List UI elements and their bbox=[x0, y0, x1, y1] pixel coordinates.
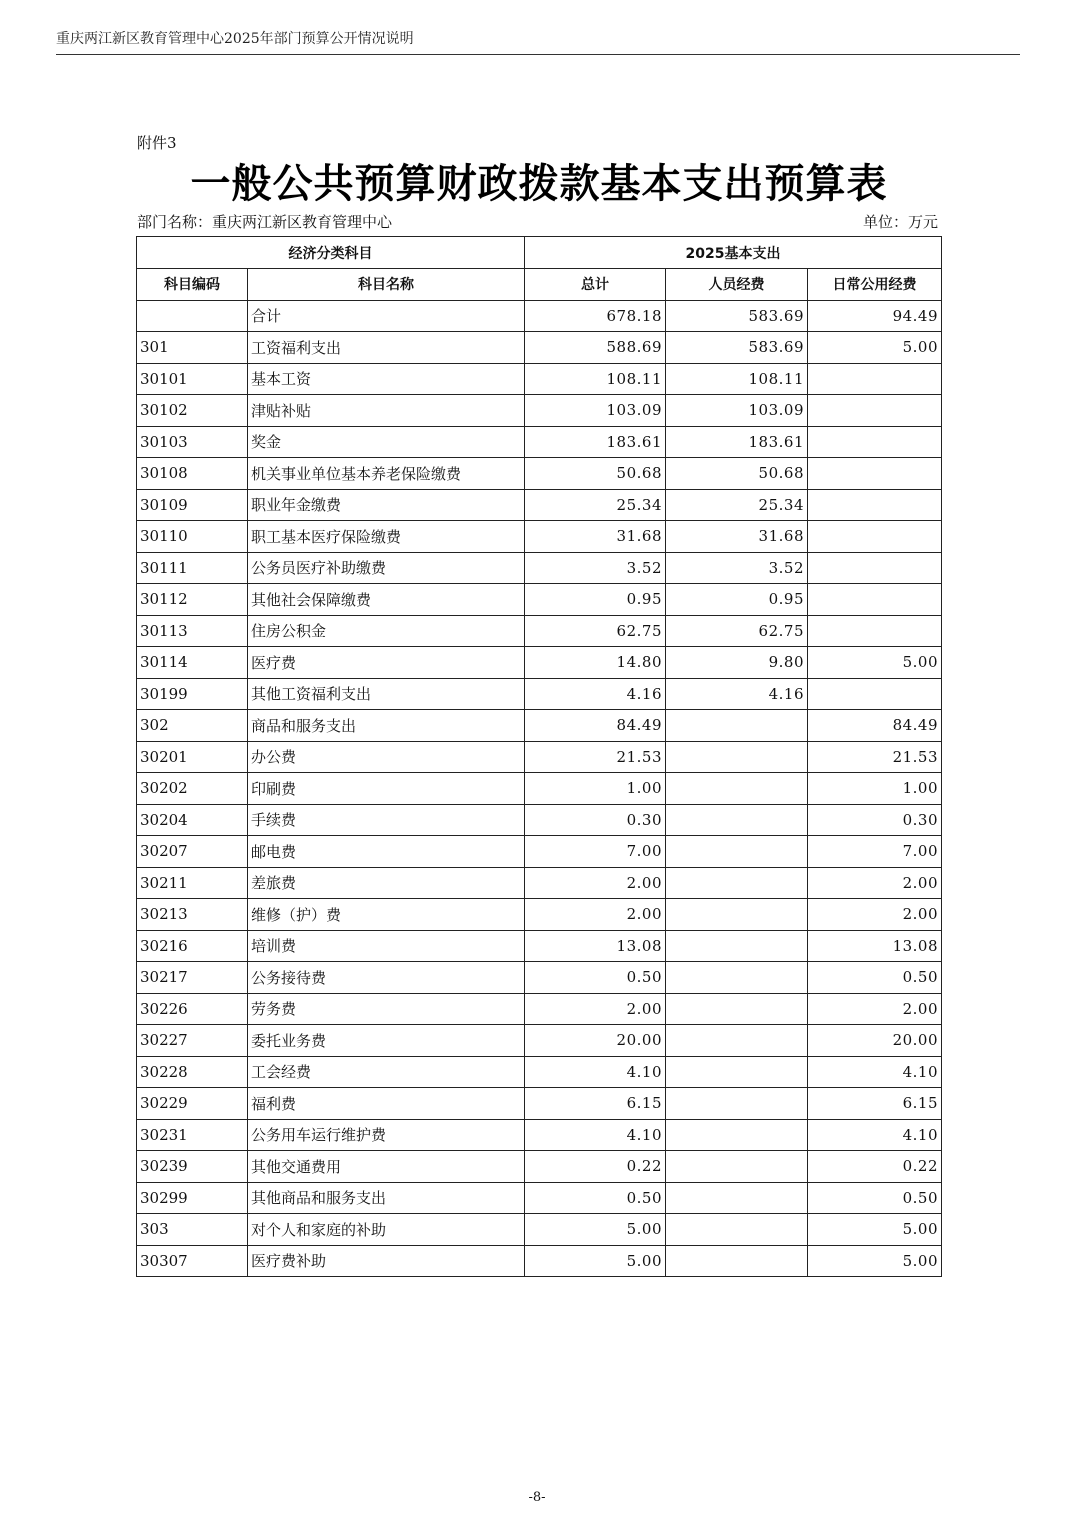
cell-code: 30211 bbox=[137, 867, 248, 899]
cell-personnel bbox=[666, 1056, 808, 1088]
cell-public: 5.00 bbox=[808, 1245, 942, 1277]
cell-code: 30110 bbox=[137, 521, 248, 553]
table-group-header-row bbox=[137, 237, 942, 269]
column-header-name: 科目名称 bbox=[248, 269, 525, 301]
cell-public: 6.15 bbox=[808, 1088, 942, 1120]
cell-personnel bbox=[666, 741, 808, 773]
cell-code: 30239 bbox=[137, 1151, 248, 1183]
cell-personnel bbox=[666, 1025, 808, 1057]
table-row bbox=[137, 741, 942, 773]
cell-personnel bbox=[666, 1245, 808, 1277]
cell-total: 0.95 bbox=[525, 584, 666, 616]
cell-total: 0.50 bbox=[525, 1182, 666, 1214]
cell-name: 对个人和家庭的补助 bbox=[248, 1214, 525, 1246]
cell-public: 5.00 bbox=[808, 1214, 942, 1246]
table-row bbox=[137, 1025, 942, 1057]
cell-name: 工会经费 bbox=[248, 1056, 525, 1088]
cell-public bbox=[808, 615, 942, 647]
cell-personnel bbox=[666, 1119, 808, 1151]
cell-name: 维修（护）费 bbox=[248, 899, 525, 931]
cell-total: 5.00 bbox=[525, 1214, 666, 1246]
cell-personnel: 108.11 bbox=[666, 363, 808, 395]
column-header-personnel: 人员经费 bbox=[666, 269, 808, 301]
cell-code: 30213 bbox=[137, 899, 248, 931]
cell-code: 30229 bbox=[137, 1088, 248, 1120]
table-row bbox=[137, 1151, 942, 1183]
cell-public bbox=[808, 521, 942, 553]
cell-public: 0.50 bbox=[808, 962, 942, 994]
cell-code: 30228 bbox=[137, 1056, 248, 1088]
table-row bbox=[137, 1088, 942, 1120]
cell-public bbox=[808, 552, 942, 584]
cell-total: 20.00 bbox=[525, 1025, 666, 1057]
basic-expense-header: 2025基本支出 bbox=[525, 237, 942, 269]
cell-name: 商品和服务支出 bbox=[248, 710, 525, 742]
cell-name: 机关事业单位基本养老保险缴费 bbox=[248, 458, 525, 490]
cell-name: 委托业务费 bbox=[248, 1025, 525, 1057]
cell-name: 公务接待费 bbox=[248, 962, 525, 994]
cell-public bbox=[808, 584, 942, 616]
cell-name: 劳务费 bbox=[248, 993, 525, 1025]
cell-public bbox=[808, 363, 942, 395]
cell-personnel bbox=[666, 993, 808, 1025]
cell-public: 7.00 bbox=[808, 836, 942, 868]
cell-personnel: 62.75 bbox=[666, 615, 808, 647]
cell-total: 84.49 bbox=[525, 710, 666, 742]
cell-code: 30102 bbox=[137, 395, 248, 427]
cell-name: 工资福利支出 bbox=[248, 332, 525, 364]
cell-total: 588.69 bbox=[525, 332, 666, 364]
table-row bbox=[137, 332, 942, 364]
cell-code: 30112 bbox=[137, 584, 248, 616]
cell-total: 678.18 bbox=[525, 300, 666, 332]
cell-public: 2.00 bbox=[808, 899, 942, 931]
cell-total: 31.68 bbox=[525, 521, 666, 553]
cell-personnel bbox=[666, 836, 808, 868]
cell-public: 84.49 bbox=[808, 710, 942, 742]
cell-public: 0.22 bbox=[808, 1151, 942, 1183]
table-row bbox=[137, 647, 942, 679]
cell-public: 20.00 bbox=[808, 1025, 942, 1057]
table-row bbox=[137, 615, 942, 647]
cell-name: 其他社会保障缴费 bbox=[248, 584, 525, 616]
running-header: 重庆两江新区教育管理中心2025年部门预算公开情况说明 bbox=[56, 31, 414, 47]
cell-total: 4.10 bbox=[525, 1056, 666, 1088]
cell-code: 30207 bbox=[137, 836, 248, 868]
cell-public: 2.00 bbox=[808, 993, 942, 1025]
cell-public bbox=[808, 395, 942, 427]
cell-code: 30111 bbox=[137, 552, 248, 584]
cell-name: 培训费 bbox=[248, 930, 525, 962]
cell-name: 邮电费 bbox=[248, 836, 525, 868]
cell-total: 0.22 bbox=[525, 1151, 666, 1183]
cell-personnel bbox=[666, 773, 808, 805]
table-column-header-row bbox=[137, 269, 942, 301]
cell-public bbox=[808, 458, 942, 490]
cell-personnel bbox=[666, 710, 808, 742]
table-row bbox=[137, 836, 942, 868]
table-row bbox=[137, 899, 942, 931]
cell-personnel: 4.16 bbox=[666, 678, 808, 710]
cell-code: 30113 bbox=[137, 615, 248, 647]
cell-code: 30226 bbox=[137, 993, 248, 1025]
cell-total: 7.00 bbox=[525, 836, 666, 868]
unit-label: 单位：万元 bbox=[862, 213, 938, 231]
cell-total: 108.11 bbox=[525, 363, 666, 395]
table-row bbox=[137, 1182, 942, 1214]
cell-name: 办公费 bbox=[248, 741, 525, 773]
budget-table-body bbox=[137, 300, 942, 1277]
cell-name: 公务员医疗补助缴费 bbox=[248, 552, 525, 584]
cell-code: 30307 bbox=[137, 1245, 248, 1277]
table-row bbox=[137, 1245, 942, 1277]
cell-personnel bbox=[666, 867, 808, 899]
table-row bbox=[137, 773, 942, 805]
table-row bbox=[137, 930, 942, 962]
cell-personnel bbox=[666, 899, 808, 931]
cell-public: 1.00 bbox=[808, 773, 942, 805]
table-row bbox=[137, 552, 942, 584]
cell-personnel: 3.52 bbox=[666, 552, 808, 584]
table-row bbox=[137, 521, 942, 553]
cell-total: 6.15 bbox=[525, 1088, 666, 1120]
cell-code: 30101 bbox=[137, 363, 248, 395]
cell-personnel: 583.69 bbox=[666, 332, 808, 364]
cell-personnel: 183.61 bbox=[666, 426, 808, 458]
table-row bbox=[137, 584, 942, 616]
cell-total: 50.68 bbox=[525, 458, 666, 490]
cell-personnel bbox=[666, 1151, 808, 1183]
cell-code: 30109 bbox=[137, 489, 248, 521]
cell-total: 2.00 bbox=[525, 993, 666, 1025]
cell-code: 30199 bbox=[137, 678, 248, 710]
cell-personnel: 103.09 bbox=[666, 395, 808, 427]
table-row bbox=[137, 1214, 942, 1246]
page-title: 一般公共预算财政拨款基本支出预算表 bbox=[190, 161, 888, 207]
cell-total: 62.75 bbox=[525, 615, 666, 647]
cell-name: 福利费 bbox=[248, 1088, 525, 1120]
cell-personnel: 0.95 bbox=[666, 584, 808, 616]
table-row bbox=[137, 300, 942, 332]
cell-personnel: 25.34 bbox=[666, 489, 808, 521]
cell-name: 差旅费 bbox=[248, 867, 525, 899]
econ-class-header: 经济分类科目 bbox=[137, 237, 525, 269]
cell-code: 30114 bbox=[137, 647, 248, 679]
cell-name: 职工基本医疗保险缴费 bbox=[248, 521, 525, 553]
cell-total: 5.00 bbox=[525, 1245, 666, 1277]
cell-public: 5.00 bbox=[808, 332, 942, 364]
cell-code: 301 bbox=[137, 332, 248, 364]
table-row bbox=[137, 678, 942, 710]
cell-code: 303 bbox=[137, 1214, 248, 1246]
cell-personnel bbox=[666, 1182, 808, 1214]
cell-code: 30299 bbox=[137, 1182, 248, 1214]
cell-code: 30108 bbox=[137, 458, 248, 490]
table-row bbox=[137, 710, 942, 742]
cell-name: 津贴补贴 bbox=[248, 395, 525, 427]
cell-public: 2.00 bbox=[808, 867, 942, 899]
cell-name: 住房公积金 bbox=[248, 615, 525, 647]
cell-total: 2.00 bbox=[525, 867, 666, 899]
cell-public: 13.08 bbox=[808, 930, 942, 962]
cell-public bbox=[808, 489, 942, 521]
cell-total: 4.10 bbox=[525, 1119, 666, 1151]
cell-personnel bbox=[666, 804, 808, 836]
cell-total: 183.61 bbox=[525, 426, 666, 458]
cell-code: 302 bbox=[137, 710, 248, 742]
table-row bbox=[137, 804, 942, 836]
cell-name: 其他商品和服务支出 bbox=[248, 1182, 525, 1214]
cell-personnel bbox=[666, 930, 808, 962]
table-row bbox=[137, 867, 942, 899]
table-row bbox=[137, 993, 942, 1025]
cell-name: 奖金 bbox=[248, 426, 525, 458]
cell-public: 21.53 bbox=[808, 741, 942, 773]
cell-code: 30217 bbox=[137, 962, 248, 994]
cell-name: 手续费 bbox=[248, 804, 525, 836]
attachment-label: 附件3 bbox=[137, 134, 177, 152]
column-header-code: 科目编码 bbox=[137, 269, 248, 301]
cell-total: 0.50 bbox=[525, 962, 666, 994]
table-row bbox=[137, 962, 942, 994]
cell-code: 30202 bbox=[137, 773, 248, 805]
cell-code bbox=[137, 300, 248, 332]
cell-total: 2.00 bbox=[525, 899, 666, 931]
cell-name: 其他工资福利支出 bbox=[248, 678, 525, 710]
table-row bbox=[137, 426, 942, 458]
column-header-total: 总计 bbox=[525, 269, 666, 301]
cell-personnel: 50.68 bbox=[666, 458, 808, 490]
cell-public bbox=[808, 678, 942, 710]
cell-code: 30204 bbox=[137, 804, 248, 836]
cell-name: 公务用车运行维护费 bbox=[248, 1119, 525, 1151]
cell-personnel bbox=[666, 1214, 808, 1246]
cell-total: 14.80 bbox=[525, 647, 666, 679]
cell-public: 4.10 bbox=[808, 1056, 942, 1088]
cell-name: 医疗费补助 bbox=[248, 1245, 525, 1277]
table-row bbox=[137, 458, 942, 490]
table-row bbox=[137, 1119, 942, 1151]
cell-personnel: 9.80 bbox=[666, 647, 808, 679]
cell-public: 5.00 bbox=[808, 647, 942, 679]
cell-code: 30227 bbox=[137, 1025, 248, 1057]
cell-name: 医疗费 bbox=[248, 647, 525, 679]
cell-public: 94.49 bbox=[808, 300, 942, 332]
cell-total: 21.53 bbox=[525, 741, 666, 773]
cell-personnel: 31.68 bbox=[666, 521, 808, 553]
cell-public: 0.50 bbox=[808, 1182, 942, 1214]
cell-personnel bbox=[666, 1088, 808, 1120]
cell-code: 30201 bbox=[137, 741, 248, 773]
cell-total: 13.08 bbox=[525, 930, 666, 962]
cell-public: 0.30 bbox=[808, 804, 942, 836]
cell-total: 3.52 bbox=[525, 552, 666, 584]
cell-name: 基本工资 bbox=[248, 363, 525, 395]
cell-code: 30231 bbox=[137, 1119, 248, 1151]
cell-total: 103.09 bbox=[525, 395, 666, 427]
table-row bbox=[137, 395, 942, 427]
cell-code: 30216 bbox=[137, 930, 248, 962]
cell-name: 合计 bbox=[248, 300, 525, 332]
cell-total: 1.00 bbox=[525, 773, 666, 805]
column-header-public: 日常公用经费 bbox=[808, 269, 942, 301]
table-row bbox=[137, 489, 942, 521]
page-number: -8- bbox=[528, 1490, 546, 1505]
cell-public bbox=[808, 426, 942, 458]
cell-name: 印刷费 bbox=[248, 773, 525, 805]
cell-total: 25.34 bbox=[525, 489, 666, 521]
cell-total: 4.16 bbox=[525, 678, 666, 710]
department-label: 部门名称：重庆两江新区教育管理中心 bbox=[137, 213, 393, 231]
table-row bbox=[137, 363, 942, 395]
cell-name: 职业年金缴费 bbox=[248, 489, 525, 521]
cell-code: 30103 bbox=[137, 426, 248, 458]
table-row bbox=[137, 1056, 942, 1088]
cell-personnel bbox=[666, 962, 808, 994]
cell-name: 其他交通费用 bbox=[248, 1151, 525, 1183]
cell-public: 4.10 bbox=[808, 1119, 942, 1151]
cell-total: 0.30 bbox=[525, 804, 666, 836]
cell-personnel: 583.69 bbox=[666, 300, 808, 332]
header-divider bbox=[56, 54, 1020, 55]
budget-table bbox=[136, 236, 942, 1277]
